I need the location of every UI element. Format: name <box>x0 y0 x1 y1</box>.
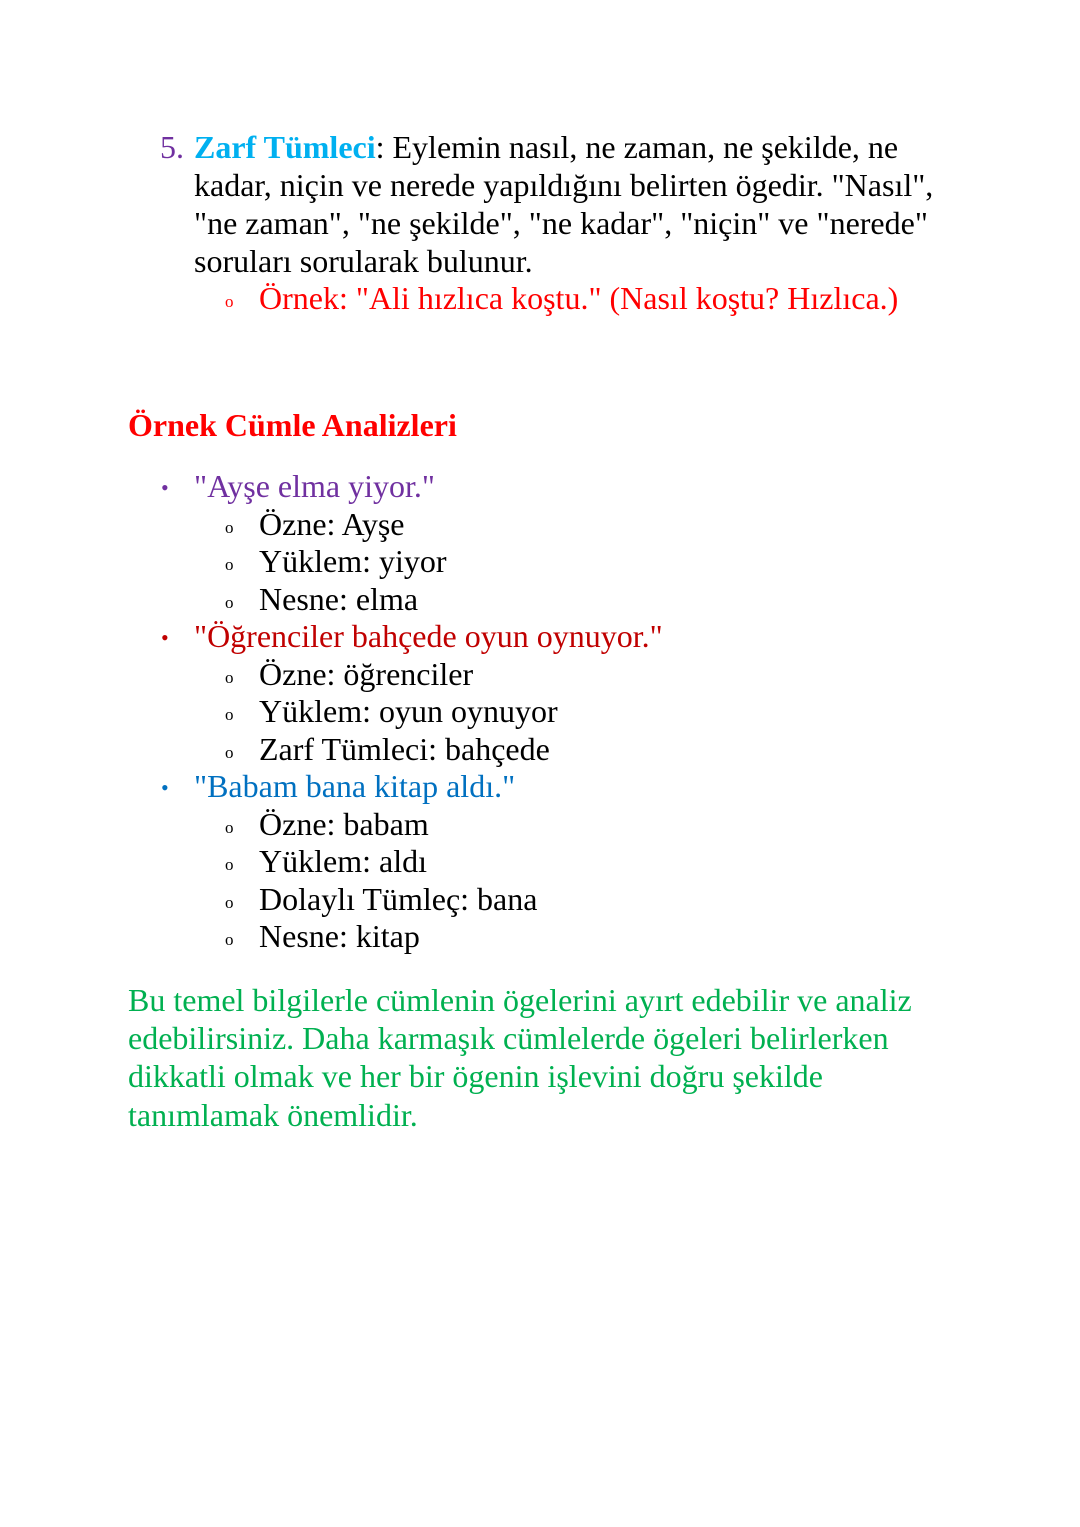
element-list <box>225 805 980 956</box>
hollow-bullet-icon: o <box>225 817 234 837</box>
hollow-bullet-icon: o <box>225 705 234 724</box>
sentence-text: "Öğrenciler bahçede oyun oynuyor." <box>194 618 663 654</box>
closing-line: edebilirsiniz. Daha karmaşık cümlelerde ögeleri belirlerken <box>128 1020 889 1057</box>
hollow-bullet-icon: o <box>225 667 234 687</box>
element-text: Yüklem: oyun oynuyor <box>259 693 558 729</box>
numbered-item-5 <box>160 128 980 318</box>
hollow-bullet-icon: o <box>225 742 234 762</box>
list-item <box>225 730 980 769</box>
element-text: Zarf Tümleci: bahçede <box>259 730 550 767</box>
element-list <box>225 505 980 619</box>
analysis-sentence <box>161 768 980 806</box>
analysis-item <box>160 468 980 618</box>
item-line-2: kadar, niçin ve nerede yapıldığını belirten ögedir. "Nasıl", <box>194 167 934 203</box>
list-item <box>225 543 980 581</box>
example-line <box>225 280 980 318</box>
list-item <box>225 805 980 844</box>
example-text: Örnek: "Ali hızlıca koştu." (Nasıl koştu? Hızlıca.) <box>259 280 899 316</box>
analysis-list <box>160 468 980 956</box>
item-term: Zarf Tümleci <box>194 129 376 165</box>
hollow-bullet-icon: o <box>225 930 234 949</box>
hollow-bullet-icon: o <box>225 592 234 612</box>
list-item <box>225 918 980 956</box>
item-number: 5. <box>160 129 184 165</box>
item-line-3: "ne zaman", "ne şekilde", "ne kadar", "niçin" ve "nerede" <box>194 205 928 241</box>
element-text: Nesne: kitap <box>259 918 420 954</box>
section-heading: Örnek Cümle Analizleri <box>128 407 457 443</box>
hollow-bullet-icon: o <box>225 292 234 311</box>
list-item <box>225 655 980 694</box>
bullet-icon: • <box>161 775 169 800</box>
list-item <box>225 880 980 919</box>
bullet-icon: • <box>161 625 169 650</box>
item-line-4: soruları sorularak bulunur. <box>194 243 533 279</box>
list-item <box>225 505 980 544</box>
analysis-sentence <box>161 468 980 506</box>
item-line-1-text: : Eylemin nasıl, ne zaman, ne şekilde, ne <box>375 129 899 165</box>
element-text: Yüklem: yiyor <box>259 543 447 579</box>
list-item <box>225 693 980 731</box>
item-body <box>194 128 980 318</box>
list-item <box>225 580 980 619</box>
hollow-bullet-icon: o <box>225 855 234 874</box>
list-item <box>225 843 980 881</box>
element-text: Özne: babam <box>259 805 429 842</box>
element-text: Dolaylı Tümleç: bana <box>259 880 538 917</box>
bullet-icon: • <box>161 475 169 500</box>
analysis-sentence <box>161 618 980 656</box>
hollow-bullet-icon: o <box>225 892 234 912</box>
element-list <box>225 655 980 769</box>
sentence-text: "Babam bana kitap aldı." <box>194 768 516 804</box>
element-text: Nesne: elma <box>259 580 419 617</box>
sentence-text: "Ayşe elma yiyor." <box>194 468 435 504</box>
closing-line: Bu temel bilgilerle cümlenin ögelerini ayırt edebilir ve analiz <box>128 982 912 1018</box>
element-text: Yüklem: aldı <box>259 843 427 879</box>
closing-paragraph <box>128 981 958 1134</box>
analysis-item <box>160 618 980 768</box>
hollow-bullet-icon: o <box>225 555 234 574</box>
element-text: Özne: öğrenciler <box>259 655 474 692</box>
closing-line: tanımlamak önemlidir. <box>128 1096 418 1133</box>
item-line-1 <box>194 128 980 166</box>
hollow-bullet-icon: o <box>225 517 234 537</box>
closing-line: dikkatli olmak ve her bir ögenin işlevini doğru şekilde <box>128 1058 823 1095</box>
element-text: Özne: Ayşe <box>259 505 405 542</box>
analysis-item <box>160 768 980 956</box>
